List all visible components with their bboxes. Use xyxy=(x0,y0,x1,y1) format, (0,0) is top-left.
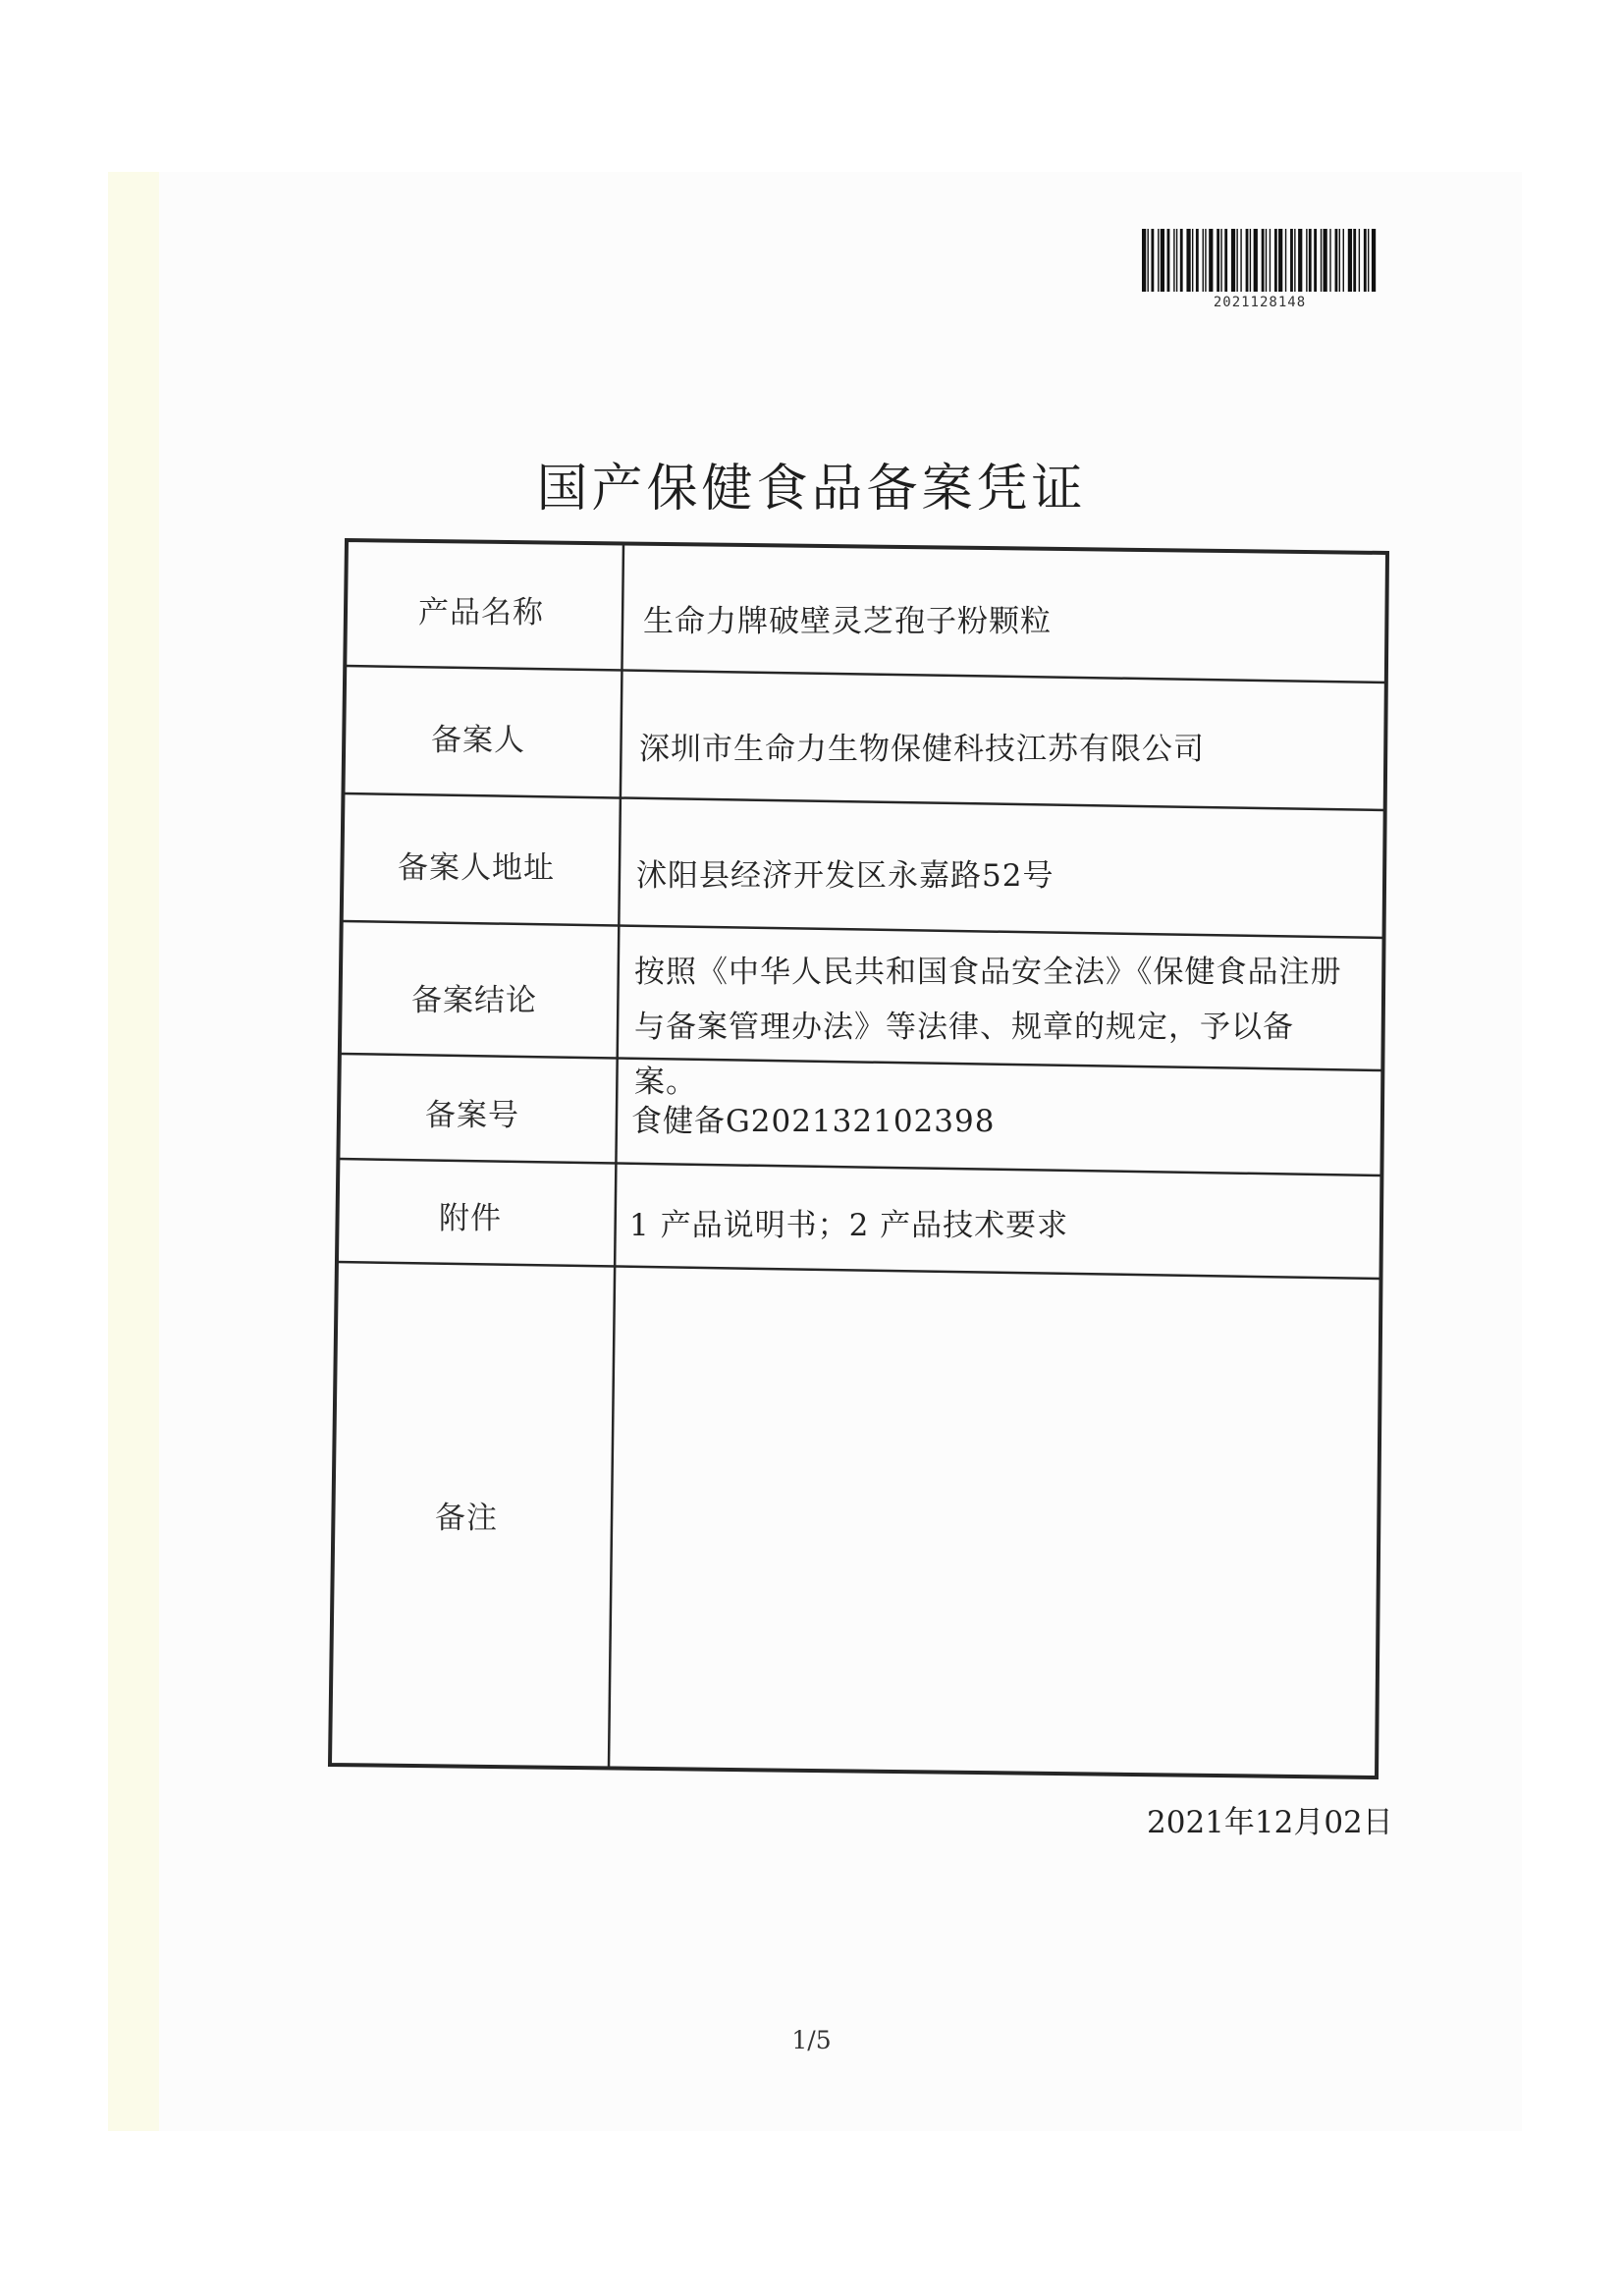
value-record-no: 食健备G202132102398 xyxy=(631,1104,996,1139)
value-registrant: 深圳市生命力生物保健科技江苏有限公司 xyxy=(639,732,1205,767)
barcode-number: 2021128148 xyxy=(1213,295,1307,310)
row-divider xyxy=(346,666,1386,683)
value-conclusion xyxy=(634,945,1351,1110)
label-registrant: 备案人 xyxy=(431,723,525,758)
document-title: 国产保健食品备案凭证 xyxy=(536,460,1087,519)
row-divider xyxy=(337,1262,1380,1279)
value-attachment: 1 产品说明书；2 产品技术要求 xyxy=(629,1208,1069,1243)
label-attachment: 附件 xyxy=(439,1201,502,1236)
conclusion-line-2: 与备案管理办法》等法律、规章的规定，予以备案。 xyxy=(634,1010,1294,1100)
row-divider xyxy=(345,793,1385,810)
conclusion-line-1: 按照《中华人民共和国食品安全法》《保健食品注册 xyxy=(634,955,1342,990)
row-divider xyxy=(343,921,1384,938)
column-divider xyxy=(609,543,623,1768)
value-address: 沭阳县经济开发区永嘉路52号 xyxy=(636,858,1055,894)
value-product-name: 生命力牌破壁灵芝孢子粉颗粒 xyxy=(643,604,1052,639)
label-conclusion: 备案结论 xyxy=(411,983,537,1018)
row-divider xyxy=(339,1159,1381,1175)
label-remarks: 备注 xyxy=(435,1501,498,1536)
label-product-name: 产品名称 xyxy=(418,595,544,630)
issue-date: 2021年12月02日 xyxy=(1147,1805,1393,1840)
page-number: 1/5 xyxy=(791,2026,832,2054)
label-address: 备案人地址 xyxy=(398,850,555,886)
label-record-no: 备案号 xyxy=(425,1098,519,1133)
